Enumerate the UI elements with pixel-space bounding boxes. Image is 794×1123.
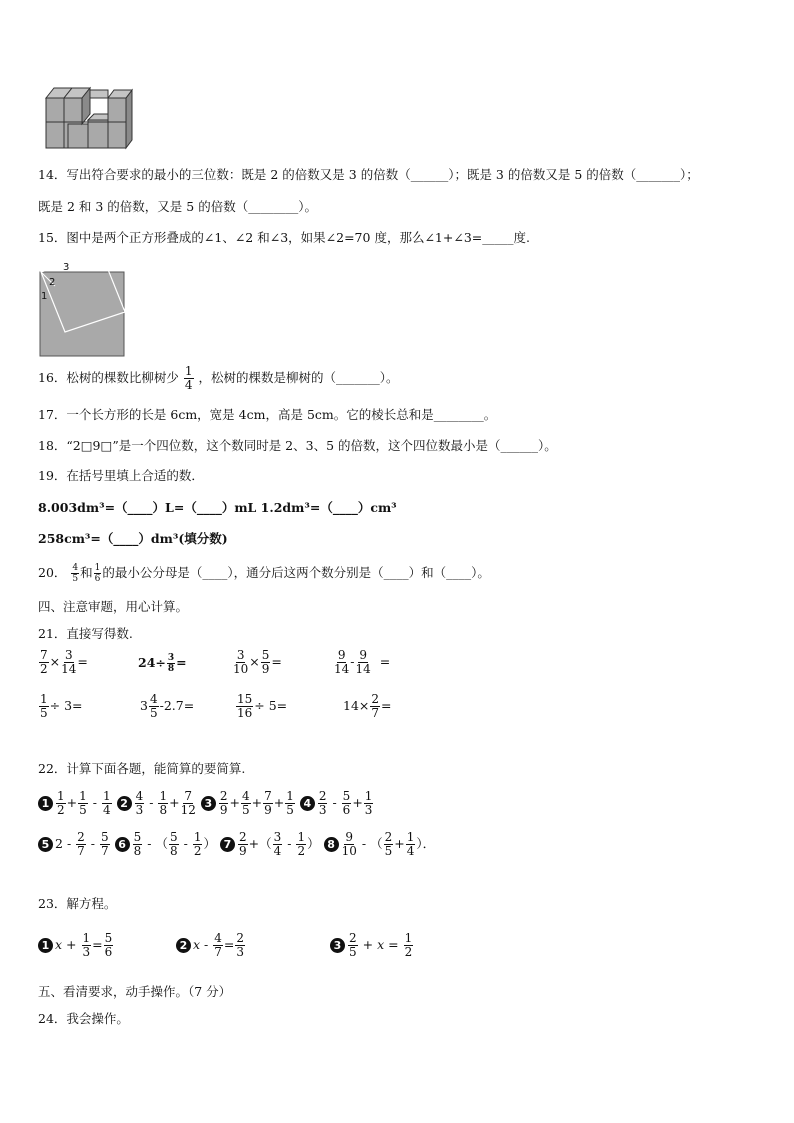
question-17: 17．一个长方形的长是 6cm，宽是 4cm，高是 5cm。它的棱长总和是________。 <box>38 407 497 422</box>
question-21: 21．直接写得数. <box>38 626 133 641</box>
fraction: $\frac{1}{4}$ <box>184 364 193 392</box>
question-24: 24．我会操作。 <box>38 1011 129 1026</box>
q21-item-2: 24÷ $\frac{3}{8}$ = <box>138 653 187 674</box>
question-22: 22．计算下面各题，能简算的要简算. <box>38 761 246 776</box>
q23-equation-1: 1 x + $\frac{1}{3}$ = $\frac{5}{6}$ <box>38 932 114 959</box>
question-14-line1: 14．写出符合要求的最小的三位数：既是 2 的倍数又是 3 的倍数（______）；既是 3 的倍数又是 5 的倍数（_______）； <box>38 167 699 182</box>
question-19-a: 8.003dm³=（____）L=（____）mL 1.2dm³=（____）cm³ <box>38 500 397 515</box>
q21-item-6: 3 $\frac{4}{5}$ -2.7= <box>140 692 195 720</box>
question-18: 18．“2□9□”是一个四位数，这个数同时是 2、3、5 的倍数，这个四位数最小是（______）。 <box>38 438 557 453</box>
q22-row-1: 1 $\frac{1}{2}$ + $\frac{1}{5}$ - $\frac{1}{4}$ 2 $\frac{4}{3}$ - $\frac{1}{8}$ + $\frac{7}{12}$ 3 $\frac{2}{9}$ + $\frac{4}{5}$ + $\frac{7}{9}$ + $\frac{1}{5}$ 4 $\frac{2}{3}$ - $\frac{5}{6}$ + $\frac{1}{3}$ <box>38 790 374 817</box>
question-15: 15．图中是两个正方形叠成的∠1、∠2 和∠3，如果∠2=70 度，那么∠1+∠3=_____度. <box>38 230 530 245</box>
section-5-heading: 五、看清要求，动手操作。（7 分） <box>38 984 232 999</box>
overlapping-squares-figure <box>39 250 129 358</box>
question-23: 23．解方程。 <box>38 896 117 911</box>
question-19-b: 258cm³=（____）dm³(填分数) <box>38 531 228 546</box>
q21-item-5: $\frac{1}{5}$ ÷ 3= <box>40 692 83 720</box>
q21-item-3: $\frac{3}{10}$ × $\frac{5}{9}$ = <box>233 648 282 676</box>
question-20: 20． $\frac{4}{5}$ 和 $\frac{1}{6}$ 的最小公分母是（____），通分后这两个数分别是（____）和（____）。 <box>38 563 490 584</box>
section-4-heading: 四、注意审题，用心计算。 <box>38 599 189 614</box>
q21-item-7: $\frac{15}{16}$ ÷ 5= <box>237 692 288 720</box>
cube-stack-figure <box>42 84 134 150</box>
angle-label-3: 3 <box>63 262 70 273</box>
question-14-line2: 既是 2 和 3 的倍数，又是 5 的倍数（________）。 <box>38 199 317 214</box>
q22-row-2: 5 2 - $\frac{2}{7}$ - $\frac{5}{7}$ 6 $\frac{5}{8}$ - （ $\frac{5}{8}$ - $\frac{1}{2}$ ） 7 $\frac{2}{9}$ +（ $\frac{3}{4}$ - $\frac{1}{2}$ ） 8 $\frac{9}{10}$ - （ $\frac{2}{5}$ + $\frac{1}{4}$ ）． <box>38 831 435 858</box>
question-16: 16．松树的棵数比柳树少 $\frac{1}{4}$ ，松树的棵数是柳树的（_______）。 <box>38 364 399 392</box>
q21-item-4: $\frac{9}{14}$ - $\frac{9}{14}$ = <box>334 648 391 676</box>
question-19: 19．在括号里填上合适的数． <box>38 468 204 483</box>
q21-item-1: $\frac{7}{2}$ × $\frac{3}{14}$ = <box>40 648 88 676</box>
angle-label-2: 2 <box>49 277 56 288</box>
q21-item-8: 14× $\frac{2}{7}$ = <box>343 692 392 720</box>
q23-equation-3: 3 $\frac{2}{5}$ + x = $\frac{1}{2}$ <box>330 932 414 959</box>
q23-equation-2: 2 x - $\frac{4}{7}$ = $\frac{2}{3}$ <box>176 932 246 959</box>
angle-label-1: 1 <box>41 291 48 302</box>
